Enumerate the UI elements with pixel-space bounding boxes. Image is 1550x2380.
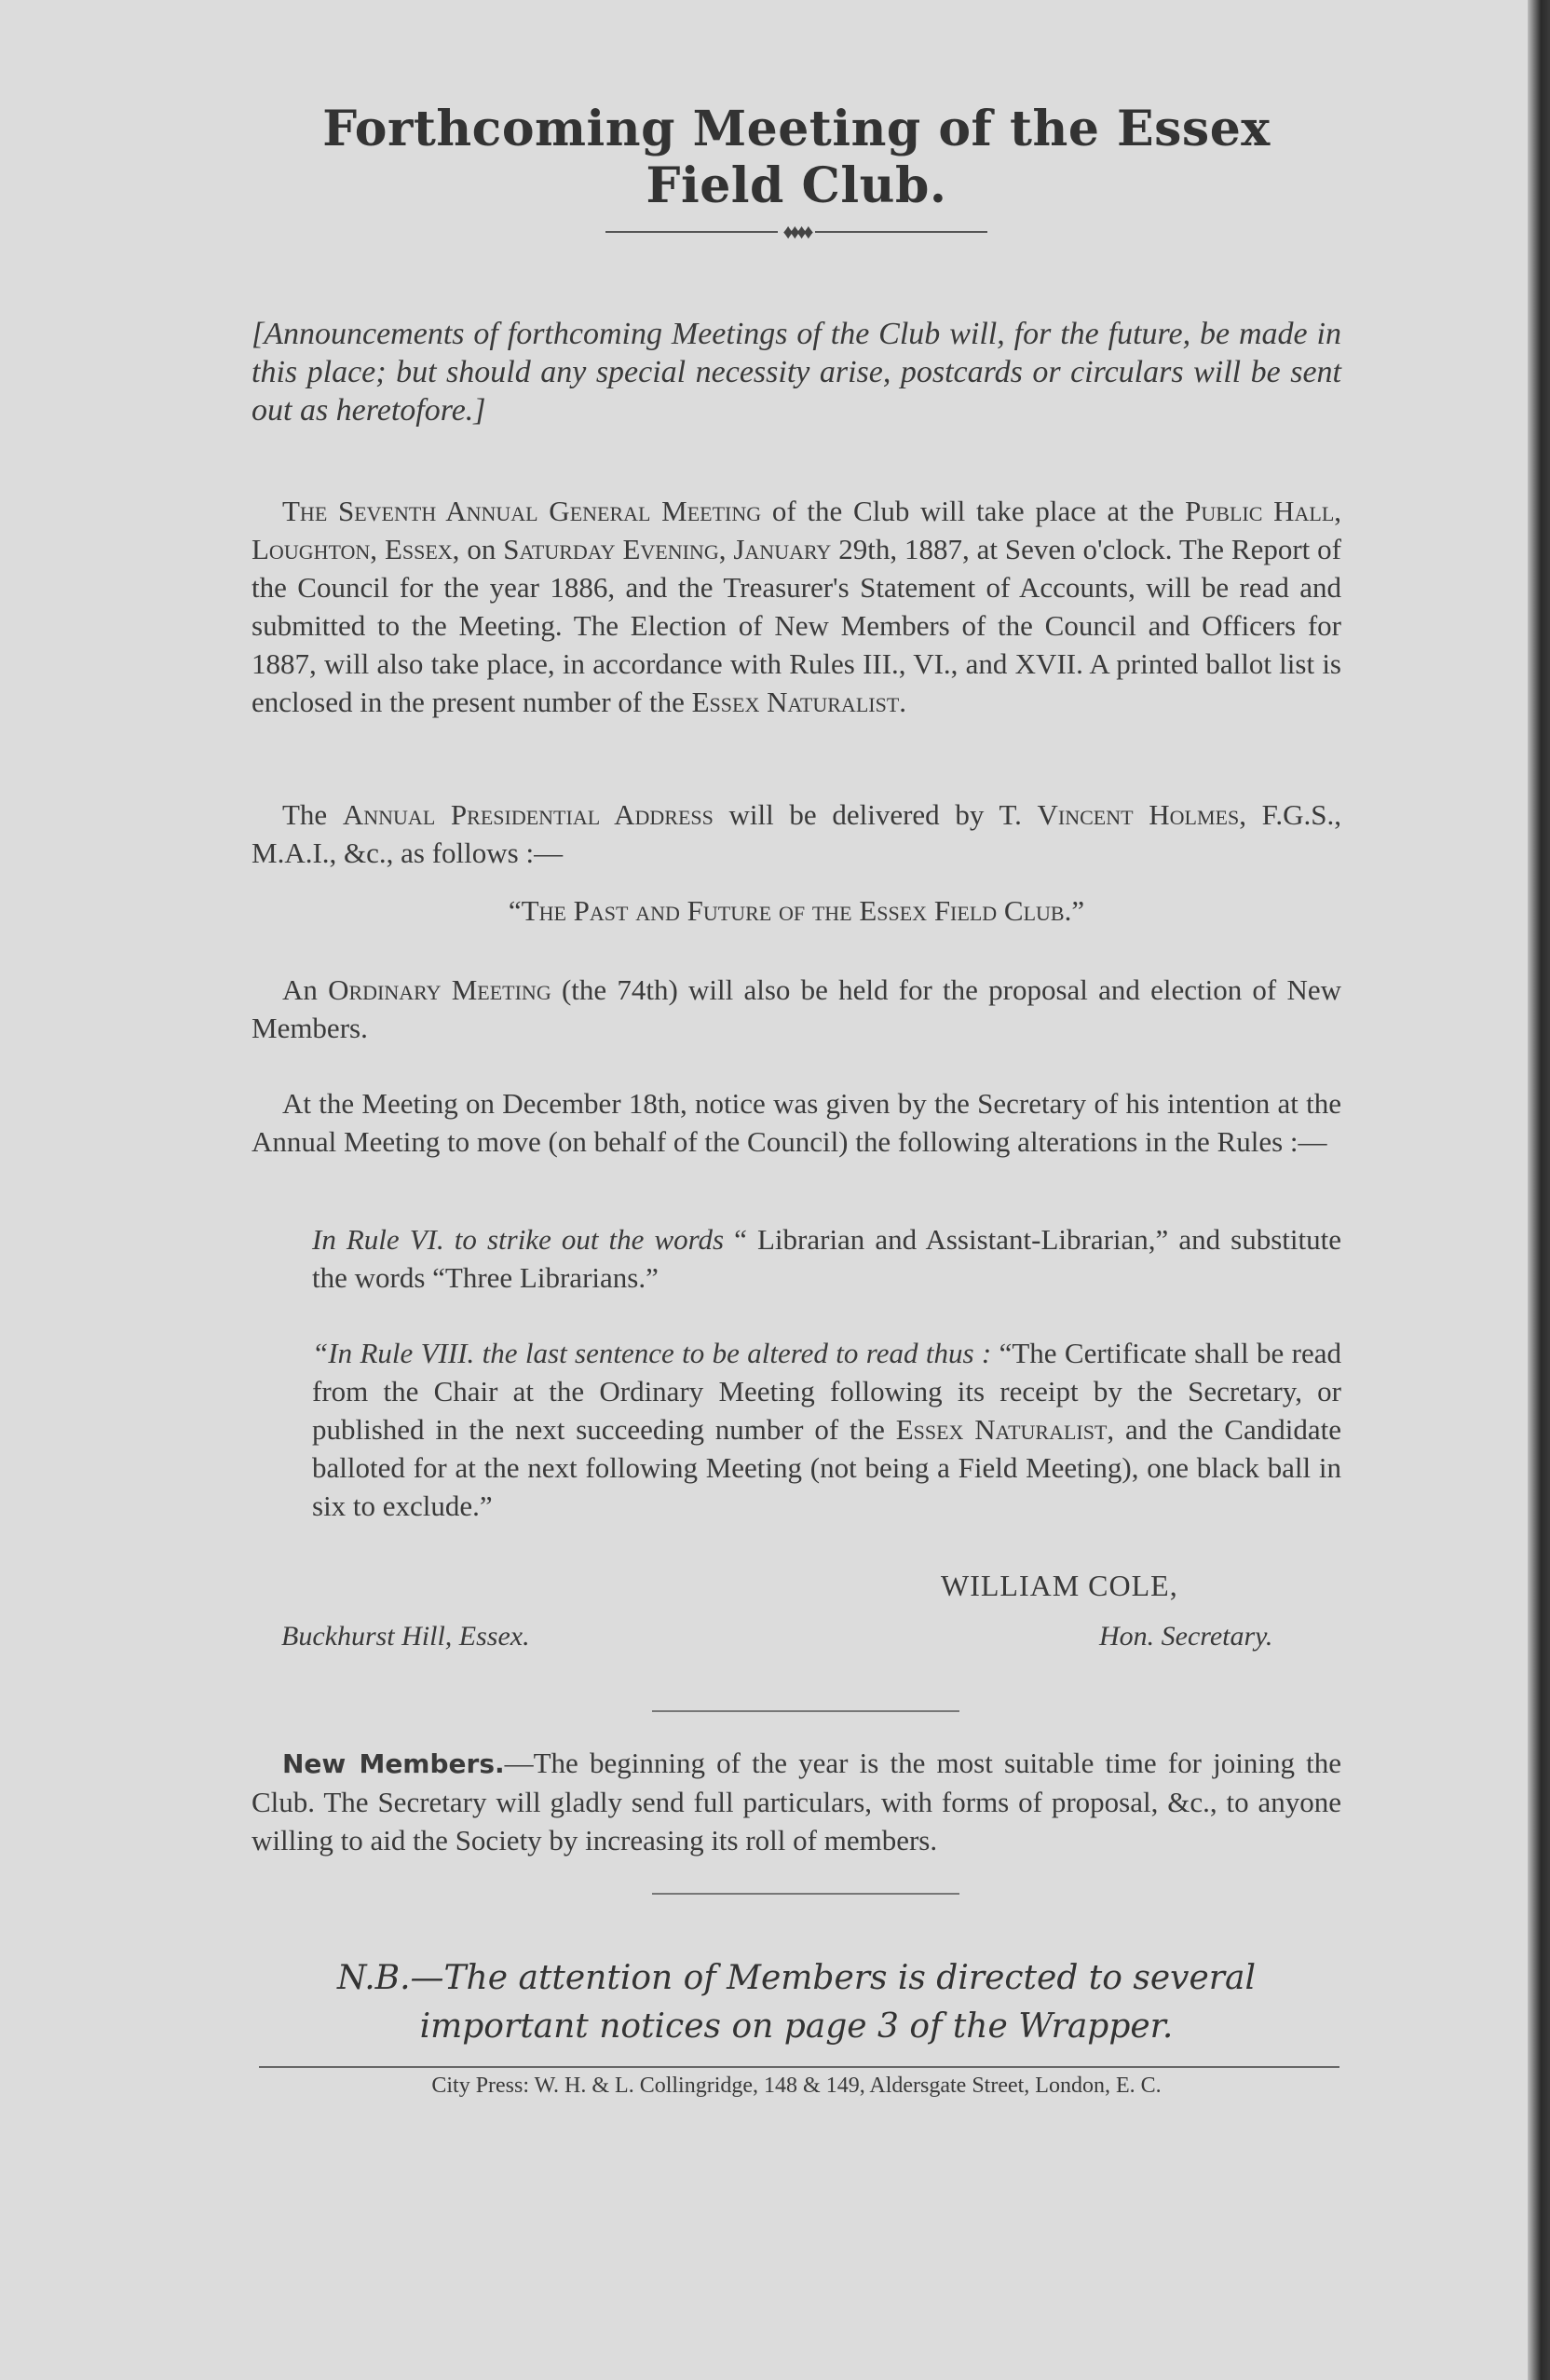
new-members-paragraph — [252, 1744, 1341, 1859]
page-edge-shadow — [1528, 0, 1550, 2380]
rules-notice-paragraph: At the Meeting on December 18th, notice was given by the Secretary of his intention at the Annual Meeting to move (on behalf of the Council) the following alterations in the Rules :— — [252, 1087, 1341, 1158]
page-title: Forthcoming Meeting of the Essex Field Club. — [322, 101, 1271, 214]
address-lead: Annual Presidential Address — [342, 798, 714, 831]
paragraph-text: “ Librarian and Assistant-Librarian,” and substitute the words “Three Librarians.” — [312, 1223, 1341, 1294]
address-title: “The Past and Future of the Essex Field Club.” — [508, 894, 1085, 927]
divider — [652, 1893, 959, 1895]
divider — [652, 1710, 959, 1712]
speaker-name: Vincent Holmes — [1037, 798, 1240, 831]
annual-meeting-lead: The Seventh Annual General Meeting — [282, 495, 762, 527]
journal-name: Essex Naturalist — [895, 1413, 1108, 1446]
paragraph-text: , and the Candidate balloted for at the next following Meeting (not being a Field Meeting), one black ball in six to exclude.” — [312, 1413, 1341, 1522]
title-ornament — [605, 218, 987, 246]
paragraph-text: —The beginning of the year is the most suitable time for joining the Club. The Secretary will gladly send full particulars, with forms of proposal, &c., to anyone willing to aid the Society by increasing its roll of members. — [252, 1747, 1341, 1856]
venue: Public Hall, Loughton, Essex, — [252, 495, 1342, 565]
journal-name: Essex Naturalist — [691, 686, 900, 718]
rule-eight-amendment — [312, 1334, 1341, 1525]
new-members-lead: New Members. — [282, 1748, 505, 1779]
ornament-line-left — [605, 231, 778, 233]
paragraph-text: An — [282, 973, 329, 1006]
signatory-place: Buckhurst Hill, Essex. — [281, 1621, 530, 1652]
paragraph-text: . — [899, 686, 907, 718]
paragraph-text: will be delivered by T. — [713, 798, 1038, 831]
paragraph-text: The — [282, 798, 343, 831]
paragraph-text: , F.G.S., M.A.I., &c., as follows :— — [252, 798, 1342, 869]
footer-rule — [259, 2066, 1339, 2068]
ordinary-meeting-lead: Ordinary Meeting — [328, 973, 551, 1006]
ornament-line-right — [815, 231, 987, 233]
rule-six-heading: In Rule VI. to strike out the words — [312, 1223, 725, 1256]
ordinary-meeting-paragraph — [252, 971, 1341, 1047]
signatory-role: Hon. Secretary. — [1099, 1621, 1273, 1652]
announcement-note: [Announcements of forthcoming Meetings of the Club will, for the future, be made in this place; but should any special necessity arise, postcards or circulars will be sent out as heretofore.] — [252, 317, 1341, 428]
annual-meeting-paragraph — [252, 492, 1341, 721]
meeting-date: Saturday Evening, January — [503, 533, 832, 565]
presidential-address-paragraph — [252, 796, 1341, 872]
nb-notice: N.B.—The attention of Members is directed to several important notices on page 3 of the Wrapper. — [337, 1959, 1256, 2046]
paragraph-text: 29th, 1887, at Seven o'clock. The Report of the Council for the year 1886, and the Treasurer's Statement of Accounts, will be read and submitted to the Meeting. The Election of New Members of the Council and Officers for 1887, will also take place, in accordance with Rules III., VI., and XVII. A printed ballot list is enclosed in the present number of the — [252, 533, 1342, 718]
rule-eight-heading: “In Rule VIII. the last sentence to be altered to read thus : — [312, 1337, 992, 1369]
rule-six-amendment — [312, 1220, 1341, 1297]
paragraph-text: “The Certificate shall be read from the Chair at the Ordinary Meeting following its receipt by the Secretary, or published in the next succeeding number of the — [312, 1337, 1342, 1446]
signatory-name: WILLIAM COLE, — [941, 1569, 1178, 1602]
paragraph-text: of the Club will take place at the — [761, 495, 1186, 527]
paragraph-text: (the 74th) will also be held for the proposal and election of New Members. — [252, 973, 1341, 1044]
ornament-diamonds: ♦♦♦♦ — [782, 220, 810, 243]
printer-footer: City Press: W. H. & L. Collingridge, 148 & 149, Aldersgate Street, London, E. C. — [431, 2074, 1162, 2098]
paragraph-text: on — [459, 533, 504, 565]
